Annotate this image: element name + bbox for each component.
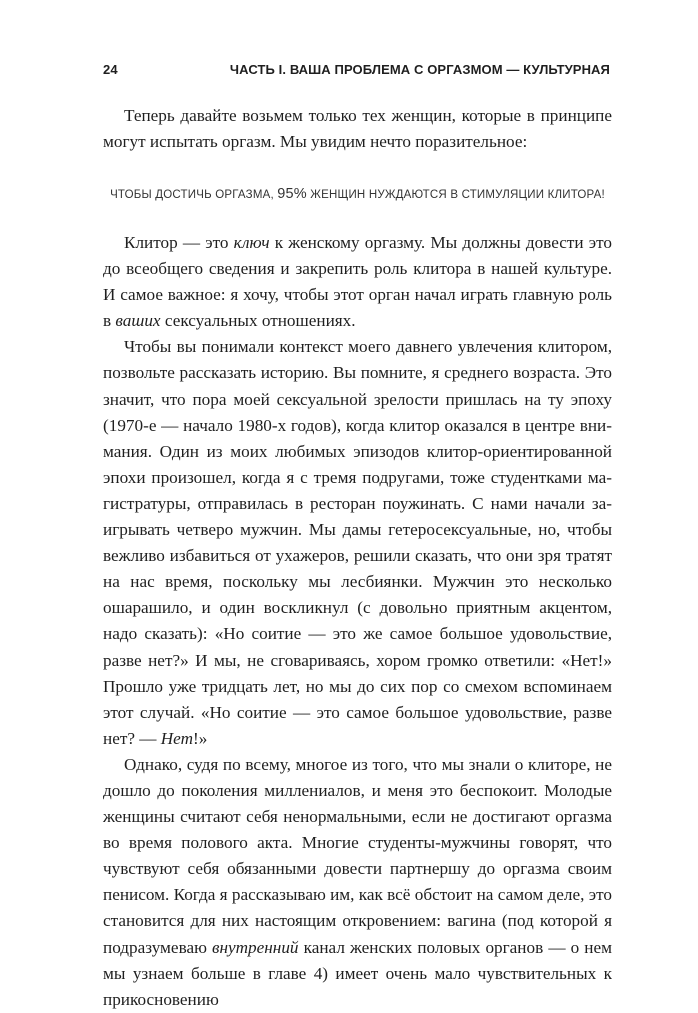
paragraph-3-text-a: Однако, судя по всему, многое из того, что мы знали о клиторе, не дошло до поколения миллениалов, и меня это беспокоит. Молодые женщины считают себя ненормальными, если не достигают оргазма во время полового акта. Многие студенты-мужчины говорят, что чувствуют себя обязанными довести партнершу до оргазма своим пенисом. Когда я рассказываю им, как всё обстоит на самом деле, это становится для них настоящим откровением: вагина (под которой я подразумеваю — [103, 754, 612, 957]
paragraph-1-text-c: сексуальных отношениях. — [160, 311, 356, 331]
paragraph-2-emphasis: Нет — [160, 728, 193, 748]
paragraph-1 — [103, 230, 612, 334]
callout-part-1: ЧТОБЫ ДОСТИЧЬ ОРГАЗМА, — [110, 189, 278, 201]
paragraph-1-emphasis-1: ключ — [233, 233, 270, 252]
running-head — [103, 62, 610, 82]
paragraph-3 — [103, 752, 612, 1013]
paragraph-1-text-b: к женскому оргазму. Мы должны довести это до всеобщего сведения и закрепить роль клитора в нашей культуре. И самое важное: я хочу, чтобы этот орган начал играть главную роль в — [103, 233, 612, 331]
paragraph-3-emphasis: внутренний — [212, 937, 299, 957]
paragraph-2 — [103, 334, 612, 752]
chapter-title: ЧАСТЬ I. ВАША ПРОБЛЕМА С ОРГАЗМОМ — КУЛЬТУРНАЯ — [229, 62, 610, 77]
intro-block — [103, 103, 612, 155]
paragraph-1-emphasis-2: ваших — [115, 311, 161, 331]
callout-part-2: ЖЕНЩИН НУЖДАЮТСЯ В СТИМУЛЯЦИИ КЛИТОРА! — [306, 189, 605, 201]
paragraph-1-text-a: Клитор — это — [124, 233, 234, 252]
paragraph-2-text-a: Чтобы вы понимали контекст моего давнего увлечения клитором, позвольте рассказать историю. Вы помните, я среднего возраста. Это значит, что пора моей сексуальной зрелости пришлась на ту эпоху (1970-е — начало 1980-х годов), когда клитор оказался в центре внимания. Один из моих любимых эпизодов клитор-ориентированной эпохи произошел, когда я с тремя подругами, тоже студентками магистратуры, отправилась в ресторан поужинать. С нами начали заигрывать четверо мужчин. Мы дамы гетеросексуальные, но, чтобы вежливо избавиться от ухажеров, решили сказать, что они зря тратят на нас время, поскольку мы лесбиянки. Мужчин это несколько ошарашило, и один воскликнул (с довольно приятным акцентом, надо сказать): «Но соитие — это же самое большое удовольствие, разве нет?» И мы, не сговариваясь, хором громко ответили: «Нет!» Прошло уже тридцать лет, но мы до сих пор со смехом вспоминаем этот случай. «Но соитие — это самое большое удовольствие, разве нет? — — [103, 337, 612, 748]
paragraph-3-text-b: канал женских половых органов — о нем мы узнаем больше в главе 4) имеет очень мало чувствительных к прикосновению — [103, 937, 612, 1009]
page-number: 24 — [103, 62, 118, 77]
callout-statement — [103, 186, 612, 202]
intro-paragraph: Теперь давайте возьмем только тех женщин, которые в принципе могут испытать оргазм. Мы увидим нечто поразительное: — [103, 106, 612, 152]
paragraph-2-text-b: !» — [192, 728, 208, 748]
callout-percent: 95% — [277, 186, 307, 202]
main-text — [103, 230, 612, 1013]
